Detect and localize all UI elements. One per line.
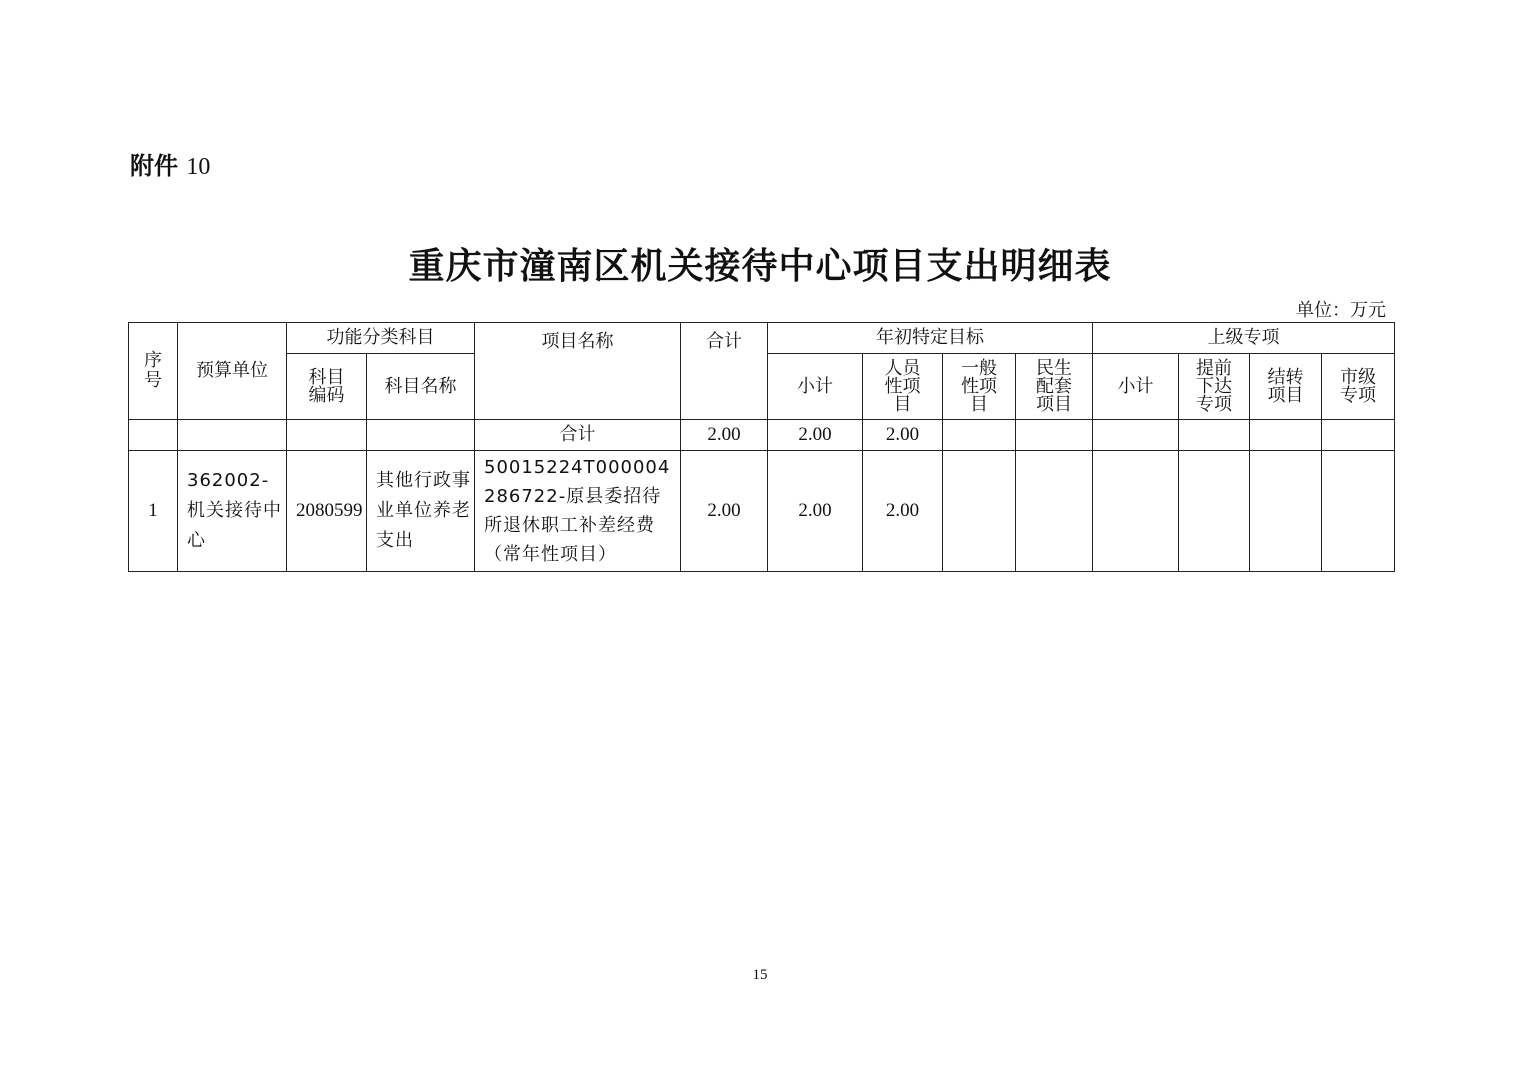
header-general: 一般性项目 bbox=[943, 354, 1016, 420]
header-livelihood: 民生配套项目 bbox=[1016, 354, 1093, 420]
page-title: 重庆市潼南区机关接待中心项目支出明细表 bbox=[408, 245, 1112, 287]
total-carryover bbox=[1250, 420, 1322, 451]
total-general bbox=[943, 420, 1016, 451]
row-advance bbox=[1179, 451, 1250, 572]
header-subject-name: 科目名称 bbox=[367, 354, 475, 420]
header-seq: 序号 bbox=[129, 323, 178, 420]
attachment-text: 附件 bbox=[130, 152, 178, 180]
row-subject-name: 其他行政事业单位养老支出 bbox=[367, 451, 475, 572]
total-budget-unit bbox=[178, 420, 287, 451]
header-superior: 上级专项 bbox=[1093, 323, 1395, 354]
row-total: 2.00 bbox=[681, 451, 768, 572]
total-total: 2.00 bbox=[681, 420, 768, 451]
row-superior-subtotal bbox=[1093, 451, 1179, 572]
header-advance: 提前下达专项 bbox=[1179, 354, 1250, 420]
attachment-label bbox=[130, 146, 210, 181]
row-project-name: 50015224T000004286722-原县委招待所退休职工补差经费（常年性项目） bbox=[475, 451, 681, 572]
row-general bbox=[943, 451, 1016, 572]
total-subject-code bbox=[287, 420, 367, 451]
total-subject-name bbox=[367, 420, 475, 451]
total-label: 合计 bbox=[475, 420, 681, 451]
row-livelihood bbox=[1016, 451, 1093, 572]
row-carryover bbox=[1250, 451, 1322, 572]
header-initial-subtotal: 小计 bbox=[768, 354, 863, 420]
page-number: 15 bbox=[752, 967, 768, 983]
row-city-level bbox=[1322, 451, 1395, 572]
row-initial-subtotal: 2.00 bbox=[768, 451, 863, 572]
header-project-name: 项目名称 bbox=[475, 323, 681, 420]
header-superior-subtotal: 小计 bbox=[1093, 354, 1179, 420]
header-total: 合计 bbox=[681, 323, 768, 420]
total-row bbox=[129, 420, 1395, 451]
total-city-level bbox=[1322, 420, 1395, 451]
header-func-class: 功能分类科目 bbox=[287, 323, 475, 354]
row-subject-code: 2080599 bbox=[287, 451, 367, 572]
total-advance bbox=[1179, 420, 1250, 451]
table-row bbox=[129, 451, 1395, 572]
total-livelihood bbox=[1016, 420, 1093, 451]
total-personnel: 2.00 bbox=[863, 420, 943, 451]
row-personnel: 2.00 bbox=[863, 451, 943, 572]
attachment-number: 10 bbox=[186, 154, 211, 180]
row-budget-unit: 362002-机关接待中心 bbox=[178, 451, 287, 572]
total-seq bbox=[129, 420, 178, 451]
row-seq: 1 bbox=[129, 451, 178, 572]
total-initial-subtotal: 2.00 bbox=[768, 420, 863, 451]
header-subject-code: 科目编码 bbox=[287, 354, 367, 420]
header-initial-target: 年初特定目标 bbox=[768, 323, 1093, 354]
unit-label: 单位：万元 bbox=[1296, 300, 1386, 321]
project-expense-table bbox=[128, 322, 1395, 572]
total-superior-subtotal bbox=[1093, 420, 1179, 451]
header-budget-unit: 预算单位 bbox=[178, 323, 287, 420]
header-carryover: 结转项目 bbox=[1250, 354, 1322, 420]
header-row-1 bbox=[129, 323, 1395, 354]
header-city-level: 市级专项 bbox=[1322, 354, 1395, 420]
header-personnel: 人员性项目 bbox=[863, 354, 943, 420]
